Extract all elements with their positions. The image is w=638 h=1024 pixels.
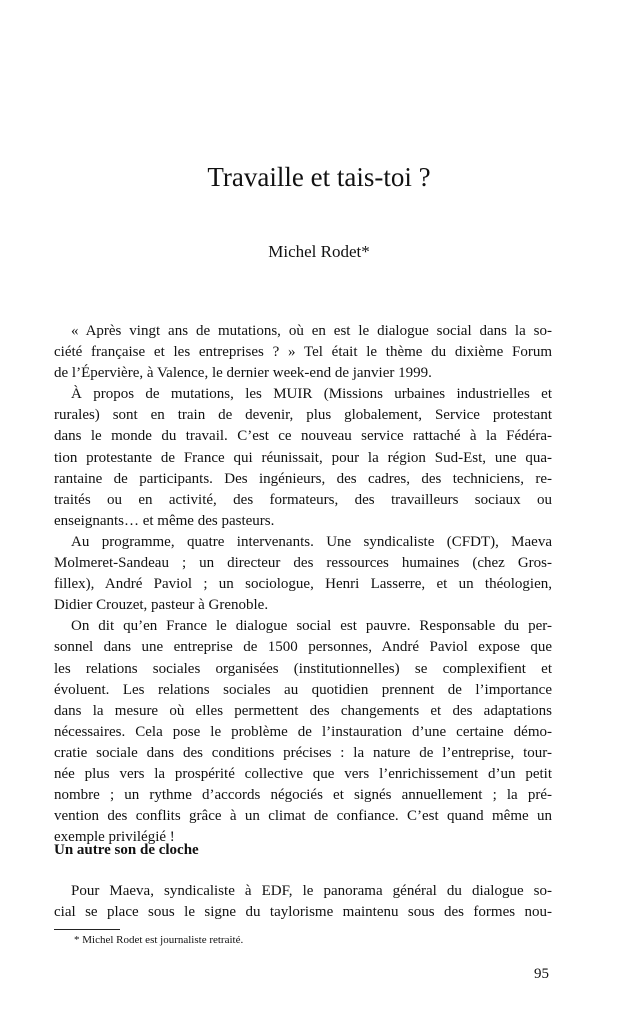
body-line: les relations sociales organisées (institutionnelles) se complexifient et [54,660,552,677]
article-author: Michel Rodet* [268,242,370,261]
article-body [54,321,552,848]
body-line: On dit qu’en France le dialogue social est pauvre. Responsable du per- [71,618,552,635]
body-line: nécessaires. Cela pose le problème de l’instauration d’une certaine démo- [54,723,552,740]
body-line: dans le monde du travail. C’est ce nouveau service rattaché à la Fédéra- [54,428,552,445]
body-line: cratie sociale dans des conditions précises : la nature de l’entreprise, tour- [54,744,552,761]
body-line: vention des conflits grâce à un climat de confiance. C’est quand même un [54,808,552,825]
footnote-divider [54,929,120,930]
body-line: exemple privilégié ! [54,829,175,846]
body-line: sonnel dans une entreprise de 1500 personnes, André Paviol expose que [54,639,552,656]
body-line: enseignants… et même des pasteurs. [54,512,275,529]
body-line: ciété française et les entreprises ? » Tel était le thème du dixième Forum [54,344,552,361]
body-line: évoluent. Les relations sociales au quotidien prennent de l’importance [54,681,552,698]
body-line: Didier Crouzet, pasteur à Grenoble. [54,597,269,614]
body-line: dans la mesure où elles permettent des changements et des adaptations [54,702,552,719]
page-number: 95 [534,966,549,982]
body-line: née plus vers la prospérité collective que vers l’enrichissement d’un petit [54,765,552,782]
body-line: À propos de mutations, les MUIR (Missions urbaines industrielles et [71,386,552,403]
body-line: « Après vingt ans de mutations, où en est le dialogue social dans la so- [71,323,552,339]
body-line: fillex), André Paviol ; un sociologue, Henri Lasserre, et un théologien, [54,576,552,593]
body-line: tion protestante de France qui réunissait, pour la région Sud-Est, une qua- [54,449,552,466]
body-line: traités ou en activité, des formateurs, des travailleurs sociaux ou [54,491,552,508]
section-heading: Un autre son de cloche [54,842,199,858]
body-line: nombre ; un rythme d’accords négociés et signés annuellement ; la pré- [54,787,552,804]
body-line: rantaine de participants. Des ingénieurs, des cadres, des techniciens, re- [54,470,552,487]
body-line: cial se place sous le signe du taylorisme maintenu sous des formes nou- [54,904,552,921]
body-line: rurales) sont en train de devenir, plus globalement, Service protestant [54,407,552,424]
body-line: de l’Épervière, à Valence, le dernier week-end de janvier 1999. [54,365,432,382]
body-line: Pour Maeva, syndicaliste à EDF, le panorama général du dialogue so- [71,883,552,899]
article-title: Travaille et tais-toi ? [207,162,431,192]
body-line: Molmeret-Sandeau ; un directeur des ressources humaines (chez Gros- [54,555,552,572]
section-body [54,881,552,923]
body-line: Au programme, quatre intervenants. Une syndicaliste (CFDT), Maeva [71,533,552,550]
footnote: * Michel Rodet est journaliste retraité. [74,934,244,946]
